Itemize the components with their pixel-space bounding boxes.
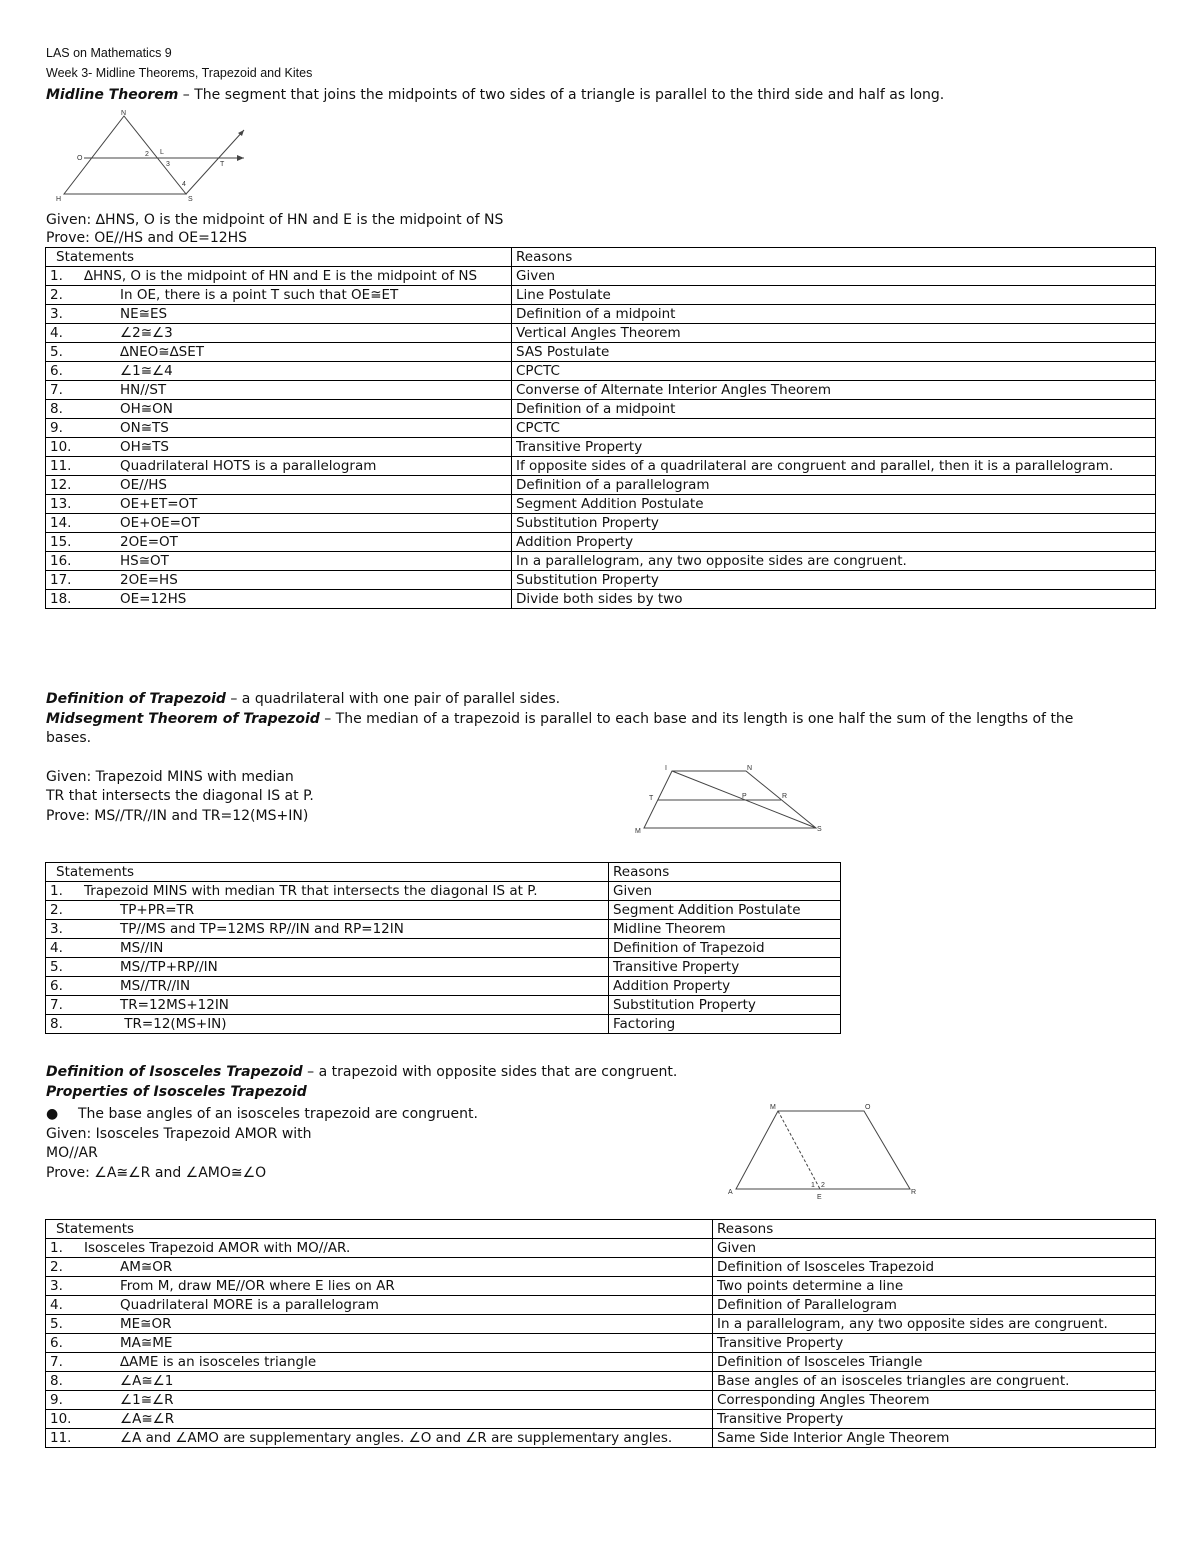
trapezoid-mins-figure bbox=[630, 762, 830, 836]
table-row bbox=[46, 495, 1156, 514]
reasons-header: Reasons bbox=[609, 863, 841, 882]
reason-cell: Substitution Property bbox=[512, 514, 1156, 533]
step-number: 5. bbox=[50, 1316, 63, 1332]
table-row bbox=[46, 286, 1156, 305]
statement-cell bbox=[46, 1296, 713, 1315]
statement-cell bbox=[46, 381, 512, 400]
statement-text: HS≅OT bbox=[120, 553, 169, 569]
table-row bbox=[46, 1391, 1156, 1410]
reason-cell: Definition of Parallelogram bbox=[713, 1296, 1156, 1315]
statement-text: NE≅ES bbox=[120, 306, 168, 322]
table-row bbox=[46, 419, 1156, 438]
statement-text: ∠1≅∠R bbox=[120, 1392, 174, 1408]
step-number: 3. bbox=[50, 921, 63, 937]
step-number: 5. bbox=[50, 344, 63, 360]
trapezoid-proof-table bbox=[45, 862, 841, 1034]
reason-cell: Base angles of an isosceles triangles are congruent. bbox=[713, 1372, 1156, 1391]
table-row bbox=[46, 882, 841, 901]
table-row bbox=[46, 552, 1156, 571]
statement-text: OH≅TS bbox=[120, 439, 169, 455]
reason-cell: Given bbox=[512, 267, 1156, 286]
table-row bbox=[46, 267, 1156, 286]
statement-text: OH≅ON bbox=[120, 401, 173, 417]
fig2-label-r: R bbox=[782, 793, 788, 800]
table-row bbox=[46, 1239, 1156, 1258]
statement-text: ∠A≅∠1 bbox=[120, 1373, 174, 1389]
statement-cell bbox=[46, 901, 609, 920]
statement-cell bbox=[46, 996, 609, 1015]
statement-text: Trapezoid MINS with median TR that intersects the diagonal IS at P. bbox=[84, 883, 538, 899]
table-row bbox=[46, 1353, 1156, 1372]
trapezoid-def-text: – a quadrilateral with one pair of parallel sides. bbox=[225, 691, 561, 707]
isosceles-properties-title: Properties of Isosceles Trapezoid bbox=[46, 1084, 307, 1100]
reason-cell: Same Side Interior Angle Theorem bbox=[713, 1429, 1156, 1448]
reason-cell: Vertical Angles Theorem bbox=[512, 324, 1156, 343]
statement-cell bbox=[46, 1334, 713, 1353]
fig1-label-3: 3 bbox=[166, 161, 170, 168]
step-number: 5. bbox=[50, 959, 63, 975]
table-row bbox=[46, 1410, 1156, 1429]
reason-cell: Transitive Property bbox=[512, 438, 1156, 457]
table-row bbox=[46, 996, 841, 1015]
reason-cell: Definition of a midpoint bbox=[512, 305, 1156, 324]
reason-cell: Divide both sides by two bbox=[512, 590, 1156, 609]
statement-cell bbox=[46, 1410, 713, 1429]
statement-cell bbox=[46, 476, 512, 495]
table-header-row bbox=[46, 1220, 1156, 1239]
table-row bbox=[46, 343, 1156, 362]
reason-cell: Definition of a parallelogram bbox=[512, 476, 1156, 495]
statement-cell bbox=[46, 590, 512, 609]
table-header-row bbox=[46, 863, 841, 882]
midline-proof-rows bbox=[46, 267, 1156, 609]
step-number: 8. bbox=[50, 1016, 63, 1032]
step-number: 13. bbox=[50, 496, 72, 512]
step-number: 4. bbox=[50, 325, 63, 341]
statement-cell bbox=[46, 1277, 713, 1296]
table-row bbox=[46, 476, 1156, 495]
table-row bbox=[46, 514, 1156, 533]
table-row bbox=[46, 1334, 1156, 1353]
reason-cell: Addition Property bbox=[512, 533, 1156, 552]
isosceles-proof-rows bbox=[46, 1239, 1156, 1448]
table-row bbox=[46, 533, 1156, 552]
fig3-label-o: O bbox=[865, 1104, 871, 1111]
reasons-header: Reasons bbox=[512, 248, 1156, 267]
statements-header: Statements bbox=[46, 863, 609, 882]
table-row bbox=[46, 590, 1156, 609]
statement-text: Quadrilateral MORE is a parallelogram bbox=[120, 1297, 379, 1313]
step-number: 15. bbox=[50, 534, 72, 550]
step-number: 2. bbox=[50, 287, 63, 303]
table-row bbox=[46, 977, 841, 996]
reason-cell: Segment Addition Postulate bbox=[609, 901, 841, 920]
statement-cell bbox=[46, 267, 512, 286]
statement-cell bbox=[46, 939, 609, 958]
step-number: 9. bbox=[50, 1392, 63, 1408]
fig1-label-o: O bbox=[77, 155, 83, 162]
step-number: 9. bbox=[50, 420, 63, 436]
step-number: 11. bbox=[50, 1430, 72, 1446]
statement-cell bbox=[46, 495, 512, 514]
fig2-label-t: T bbox=[649, 795, 654, 802]
step-number: 14. bbox=[50, 515, 72, 531]
statement-text: ∠1≅∠4 bbox=[120, 363, 173, 379]
table-header-row bbox=[46, 248, 1156, 267]
isosceles-trapezoid-figure bbox=[724, 1098, 924, 1202]
statement-cell bbox=[46, 1258, 713, 1277]
statement-cell bbox=[46, 457, 512, 476]
doc-subtitle: Week 3- Midline Theorems, Trapezoid and Kites bbox=[46, 66, 313, 80]
trapezoid-given-1: Given: Trapezoid MINS with median bbox=[46, 769, 294, 785]
trapezoid-prove: Prove: MS//TR//IN and TR=12(MS+IN) bbox=[46, 808, 309, 824]
reason-cell: In a parallelogram, any two opposite sides are congruent. bbox=[713, 1315, 1156, 1334]
table-row bbox=[46, 1372, 1156, 1391]
table-row bbox=[46, 381, 1156, 400]
statement-text: ∆NEO≅∆SET bbox=[120, 344, 204, 360]
reason-cell: Substitution Property bbox=[512, 571, 1156, 590]
statement-text: Isosceles Trapezoid AMOR with MO//AR. bbox=[84, 1240, 351, 1256]
statement-cell bbox=[46, 533, 512, 552]
statement-cell bbox=[46, 1015, 609, 1034]
statement-text: MA≅ME bbox=[120, 1335, 173, 1351]
table-row bbox=[46, 362, 1156, 381]
statement-cell bbox=[46, 1315, 713, 1334]
statement-text: 2OE=HS bbox=[120, 572, 178, 588]
table-row bbox=[46, 1277, 1156, 1296]
statement-cell bbox=[46, 977, 609, 996]
step-number: 4. bbox=[50, 940, 63, 956]
fig3-label-a: A bbox=[728, 1189, 733, 1196]
reason-cell: Factoring bbox=[609, 1015, 841, 1034]
statement-cell bbox=[46, 1372, 713, 1391]
statement-text: OE=12HS bbox=[120, 591, 187, 607]
fig1-label-l: L bbox=[160, 149, 164, 156]
statement-text: ME≅OR bbox=[120, 1316, 172, 1332]
isosceles-term: Definition of Isosceles Trapezoid bbox=[46, 1064, 303, 1080]
reason-cell: In a parallelogram, any two opposite sides are congruent. bbox=[512, 552, 1156, 571]
step-number: 17. bbox=[50, 572, 72, 588]
midline-definition bbox=[46, 86, 944, 104]
reason-cell: CPCTC bbox=[512, 362, 1156, 381]
midline-text: – The segment that joins the midpoints of two sides of a triangle is parallel to the third side and half as long. bbox=[178, 87, 945, 103]
reason-cell: If opposite sides of a quadrilateral are congruent and parallel, then it is a parallelogram. bbox=[512, 457, 1156, 476]
midline-proof-table bbox=[45, 247, 1156, 609]
isosceles-given-1: Given: Isosceles Trapezoid AMOR with bbox=[46, 1126, 312, 1142]
isosceles-proof-table bbox=[45, 1219, 1156, 1448]
trapezoid-term: Definition of Trapezoid bbox=[46, 691, 226, 707]
doc-title: LAS on Mathematics 9 bbox=[46, 46, 172, 60]
statement-text: ∠A and ∠AMO are supplementary angles. ∠O and ∠R are supplementary angles. bbox=[120, 1430, 673, 1446]
statement-cell bbox=[46, 305, 512, 324]
midsegment-theorem bbox=[46, 710, 1073, 728]
step-number: 6. bbox=[50, 978, 63, 994]
statement-text: TR=12(MS+IN) bbox=[120, 1016, 227, 1032]
midsegment-text-cont: bases. bbox=[46, 730, 92, 746]
step-number: 6. bbox=[50, 1335, 63, 1351]
reason-cell: Definition of Isosceles Triangle bbox=[713, 1353, 1156, 1372]
statement-text: ∠2≅∠3 bbox=[120, 325, 173, 341]
statement-text: MS//TP+RP//IN bbox=[120, 959, 218, 975]
statement-cell bbox=[46, 343, 512, 362]
reason-cell: Substitution Property bbox=[609, 996, 841, 1015]
reason-cell: Corresponding Angles Theorem bbox=[713, 1391, 1156, 1410]
statement-cell bbox=[46, 882, 609, 901]
fig3-label-m: M bbox=[770, 1104, 776, 1111]
reason-cell: Definition of Isosceles Trapezoid bbox=[713, 1258, 1156, 1277]
trapezoid-proof-rows bbox=[46, 882, 841, 1034]
step-number: 7. bbox=[50, 1354, 63, 1370]
statement-text: ∆HNS, O is the midpoint of HN and E is the midpoint of NS bbox=[84, 268, 478, 284]
statement-text: Quadrilateral HOTS is a parallelogram bbox=[120, 458, 377, 474]
fig1-label-h: H bbox=[56, 196, 62, 203]
statement-text: TR=12MS+12IN bbox=[120, 997, 229, 1013]
step-number: 8. bbox=[50, 401, 63, 417]
statement-cell bbox=[46, 1429, 713, 1448]
statement-cell bbox=[46, 438, 512, 457]
isosceles-given-2: MO//AR bbox=[46, 1145, 98, 1161]
statement-cell bbox=[46, 1239, 713, 1258]
isosceles-def-text: – a trapezoid with opposite sides that are congruent. bbox=[302, 1064, 678, 1080]
statement-cell bbox=[46, 552, 512, 571]
statement-text: From M, draw ME//OR where E lies on AR bbox=[120, 1278, 395, 1294]
reason-cell: Line Postulate bbox=[512, 286, 1156, 305]
statements-header: Statements bbox=[46, 248, 512, 267]
statement-text: MS//IN bbox=[120, 940, 164, 956]
fig1-label-n: N bbox=[121, 110, 127, 117]
reasons-header: Reasons bbox=[713, 1220, 1156, 1239]
reason-cell: Two points determine a line bbox=[713, 1277, 1156, 1296]
table-row bbox=[46, 400, 1156, 419]
fig3-label-r: R bbox=[911, 1189, 917, 1196]
statement-text: MS//TR//IN bbox=[120, 978, 191, 994]
reason-cell: Definition of Trapezoid bbox=[609, 939, 841, 958]
midline-triangle-figure bbox=[54, 108, 254, 204]
fig1-label-2: 2 bbox=[145, 151, 149, 158]
table-row bbox=[46, 1015, 841, 1034]
step-number: 1. bbox=[50, 1240, 63, 1256]
statement-text: ∠A≅∠R bbox=[120, 1411, 175, 1427]
isosceles-definition bbox=[46, 1063, 677, 1081]
fig3-label-e: E bbox=[817, 1194, 822, 1201]
statement-cell bbox=[46, 362, 512, 381]
reason-cell: Segment Addition Postulate bbox=[512, 495, 1156, 514]
statement-text: OE+ET=OT bbox=[120, 496, 198, 512]
bullet-text: The base angles of an isosceles trapezoid are congruent. bbox=[78, 1106, 478, 1122]
table-row bbox=[46, 571, 1156, 590]
midline-prove: Prove: OE//HS and OE=12HS bbox=[46, 230, 248, 246]
step-number: 11. bbox=[50, 458, 72, 474]
step-number: 16. bbox=[50, 553, 72, 569]
statement-cell bbox=[46, 1353, 713, 1372]
statement-cell bbox=[46, 920, 609, 939]
table-row bbox=[46, 920, 841, 939]
step-number: 7. bbox=[50, 382, 63, 398]
statement-cell bbox=[46, 1391, 713, 1410]
table-row bbox=[46, 958, 841, 977]
midline-given: Given: ∆HNS, O is the midpoint of HN and E is the midpoint of NS bbox=[46, 212, 504, 228]
step-number: 3. bbox=[50, 306, 63, 322]
table-row bbox=[46, 305, 1156, 324]
isosceles-prove: Prove: ∠A≅∠R and ∠AMO≅∠O bbox=[46, 1165, 267, 1181]
statement-text: ∆AME is an isosceles triangle bbox=[120, 1354, 317, 1370]
step-number: 12. bbox=[50, 477, 72, 493]
step-number: 4. bbox=[50, 1297, 63, 1313]
statement-text: HN//ST bbox=[120, 382, 167, 398]
statement-text: 2OE=OT bbox=[120, 534, 178, 550]
midsegment-term: Midsegment Theorem of Trapezoid bbox=[46, 711, 320, 727]
step-number: 8. bbox=[50, 1373, 63, 1389]
statements-header: Statements bbox=[46, 1220, 713, 1239]
fig1-label-s: S bbox=[188, 196, 193, 203]
fig1-label-4: 4 bbox=[182, 181, 186, 188]
fig2-label-m: M bbox=[635, 828, 641, 835]
table-row bbox=[46, 1429, 1156, 1448]
table-row bbox=[46, 1315, 1156, 1334]
table-row bbox=[46, 901, 841, 920]
reason-cell: SAS Postulate bbox=[512, 343, 1156, 362]
statement-text: AM≅OR bbox=[120, 1259, 173, 1275]
fig2-label-n: N bbox=[747, 765, 753, 772]
statement-text: TP+PR=TR bbox=[120, 902, 195, 918]
reason-cell: Given bbox=[609, 882, 841, 901]
step-number: 3. bbox=[50, 1278, 63, 1294]
statement-cell bbox=[46, 571, 512, 590]
reason-cell: Midline Theorem bbox=[609, 920, 841, 939]
step-number: 10. bbox=[50, 439, 72, 455]
statement-text: OE+OE=OT bbox=[120, 515, 200, 531]
statement-text: In OE, there is a point T such that OE≅ET bbox=[120, 287, 399, 303]
reason-cell: Transitive Property bbox=[609, 958, 841, 977]
step-number: 2. bbox=[50, 1259, 63, 1275]
reason-cell: CPCTC bbox=[512, 419, 1156, 438]
statement-cell bbox=[46, 419, 512, 438]
fig3-label-1: 1 bbox=[811, 1182, 815, 1189]
trapezoid-definition bbox=[46, 690, 560, 708]
trapezoid-given-2: TR that intersects the diagonal IS at P. bbox=[46, 788, 314, 804]
reason-cell: Transitive Property bbox=[713, 1410, 1156, 1429]
fig2-label-p: P bbox=[742, 793, 747, 800]
step-number: 7. bbox=[50, 997, 63, 1013]
step-number: 18. bbox=[50, 591, 72, 607]
midsegment-text: – The median of a trapezoid is parallel to each base and its length is one half the sum of the lengths of the bbox=[319, 711, 1074, 727]
statement-cell bbox=[46, 514, 512, 533]
step-number: 10. bbox=[50, 1411, 72, 1427]
fig2-label-i: I bbox=[665, 765, 667, 772]
table-row bbox=[46, 1296, 1156, 1315]
step-number: 1. bbox=[50, 883, 63, 899]
table-row bbox=[46, 939, 841, 958]
bullet-icon: ● bbox=[46, 1106, 59, 1122]
statement-cell bbox=[46, 324, 512, 343]
step-number: 2. bbox=[50, 902, 63, 918]
table-row bbox=[46, 324, 1156, 343]
statement-text: ON≅TS bbox=[120, 420, 169, 436]
reason-cell: Definition of a midpoint bbox=[512, 400, 1156, 419]
fig2-label-s: S bbox=[817, 826, 822, 833]
midline-term: Midline Theorem bbox=[46, 87, 179, 103]
table-row bbox=[46, 457, 1156, 476]
fig3-label-2: 2 bbox=[821, 1182, 825, 1189]
fig1-label-t: T bbox=[220, 161, 225, 168]
statement-text: OE//HS bbox=[120, 477, 167, 493]
step-number: 1. bbox=[50, 268, 63, 284]
statement-cell bbox=[46, 958, 609, 977]
reason-cell: Addition Property bbox=[609, 977, 841, 996]
statement-text: TP//MS and TP=12MS RP//IN and RP=12IN bbox=[120, 921, 404, 937]
reason-cell: Transitive Property bbox=[713, 1334, 1156, 1353]
isosceles-bullet bbox=[46, 1105, 478, 1123]
table-row bbox=[46, 1258, 1156, 1277]
step-number: 6. bbox=[50, 363, 63, 379]
reason-cell: Given bbox=[713, 1239, 1156, 1258]
reason-cell: Converse of Alternate Interior Angles Theorem bbox=[512, 381, 1156, 400]
table-row bbox=[46, 438, 1156, 457]
statement-cell bbox=[46, 286, 512, 305]
statement-cell bbox=[46, 400, 512, 419]
